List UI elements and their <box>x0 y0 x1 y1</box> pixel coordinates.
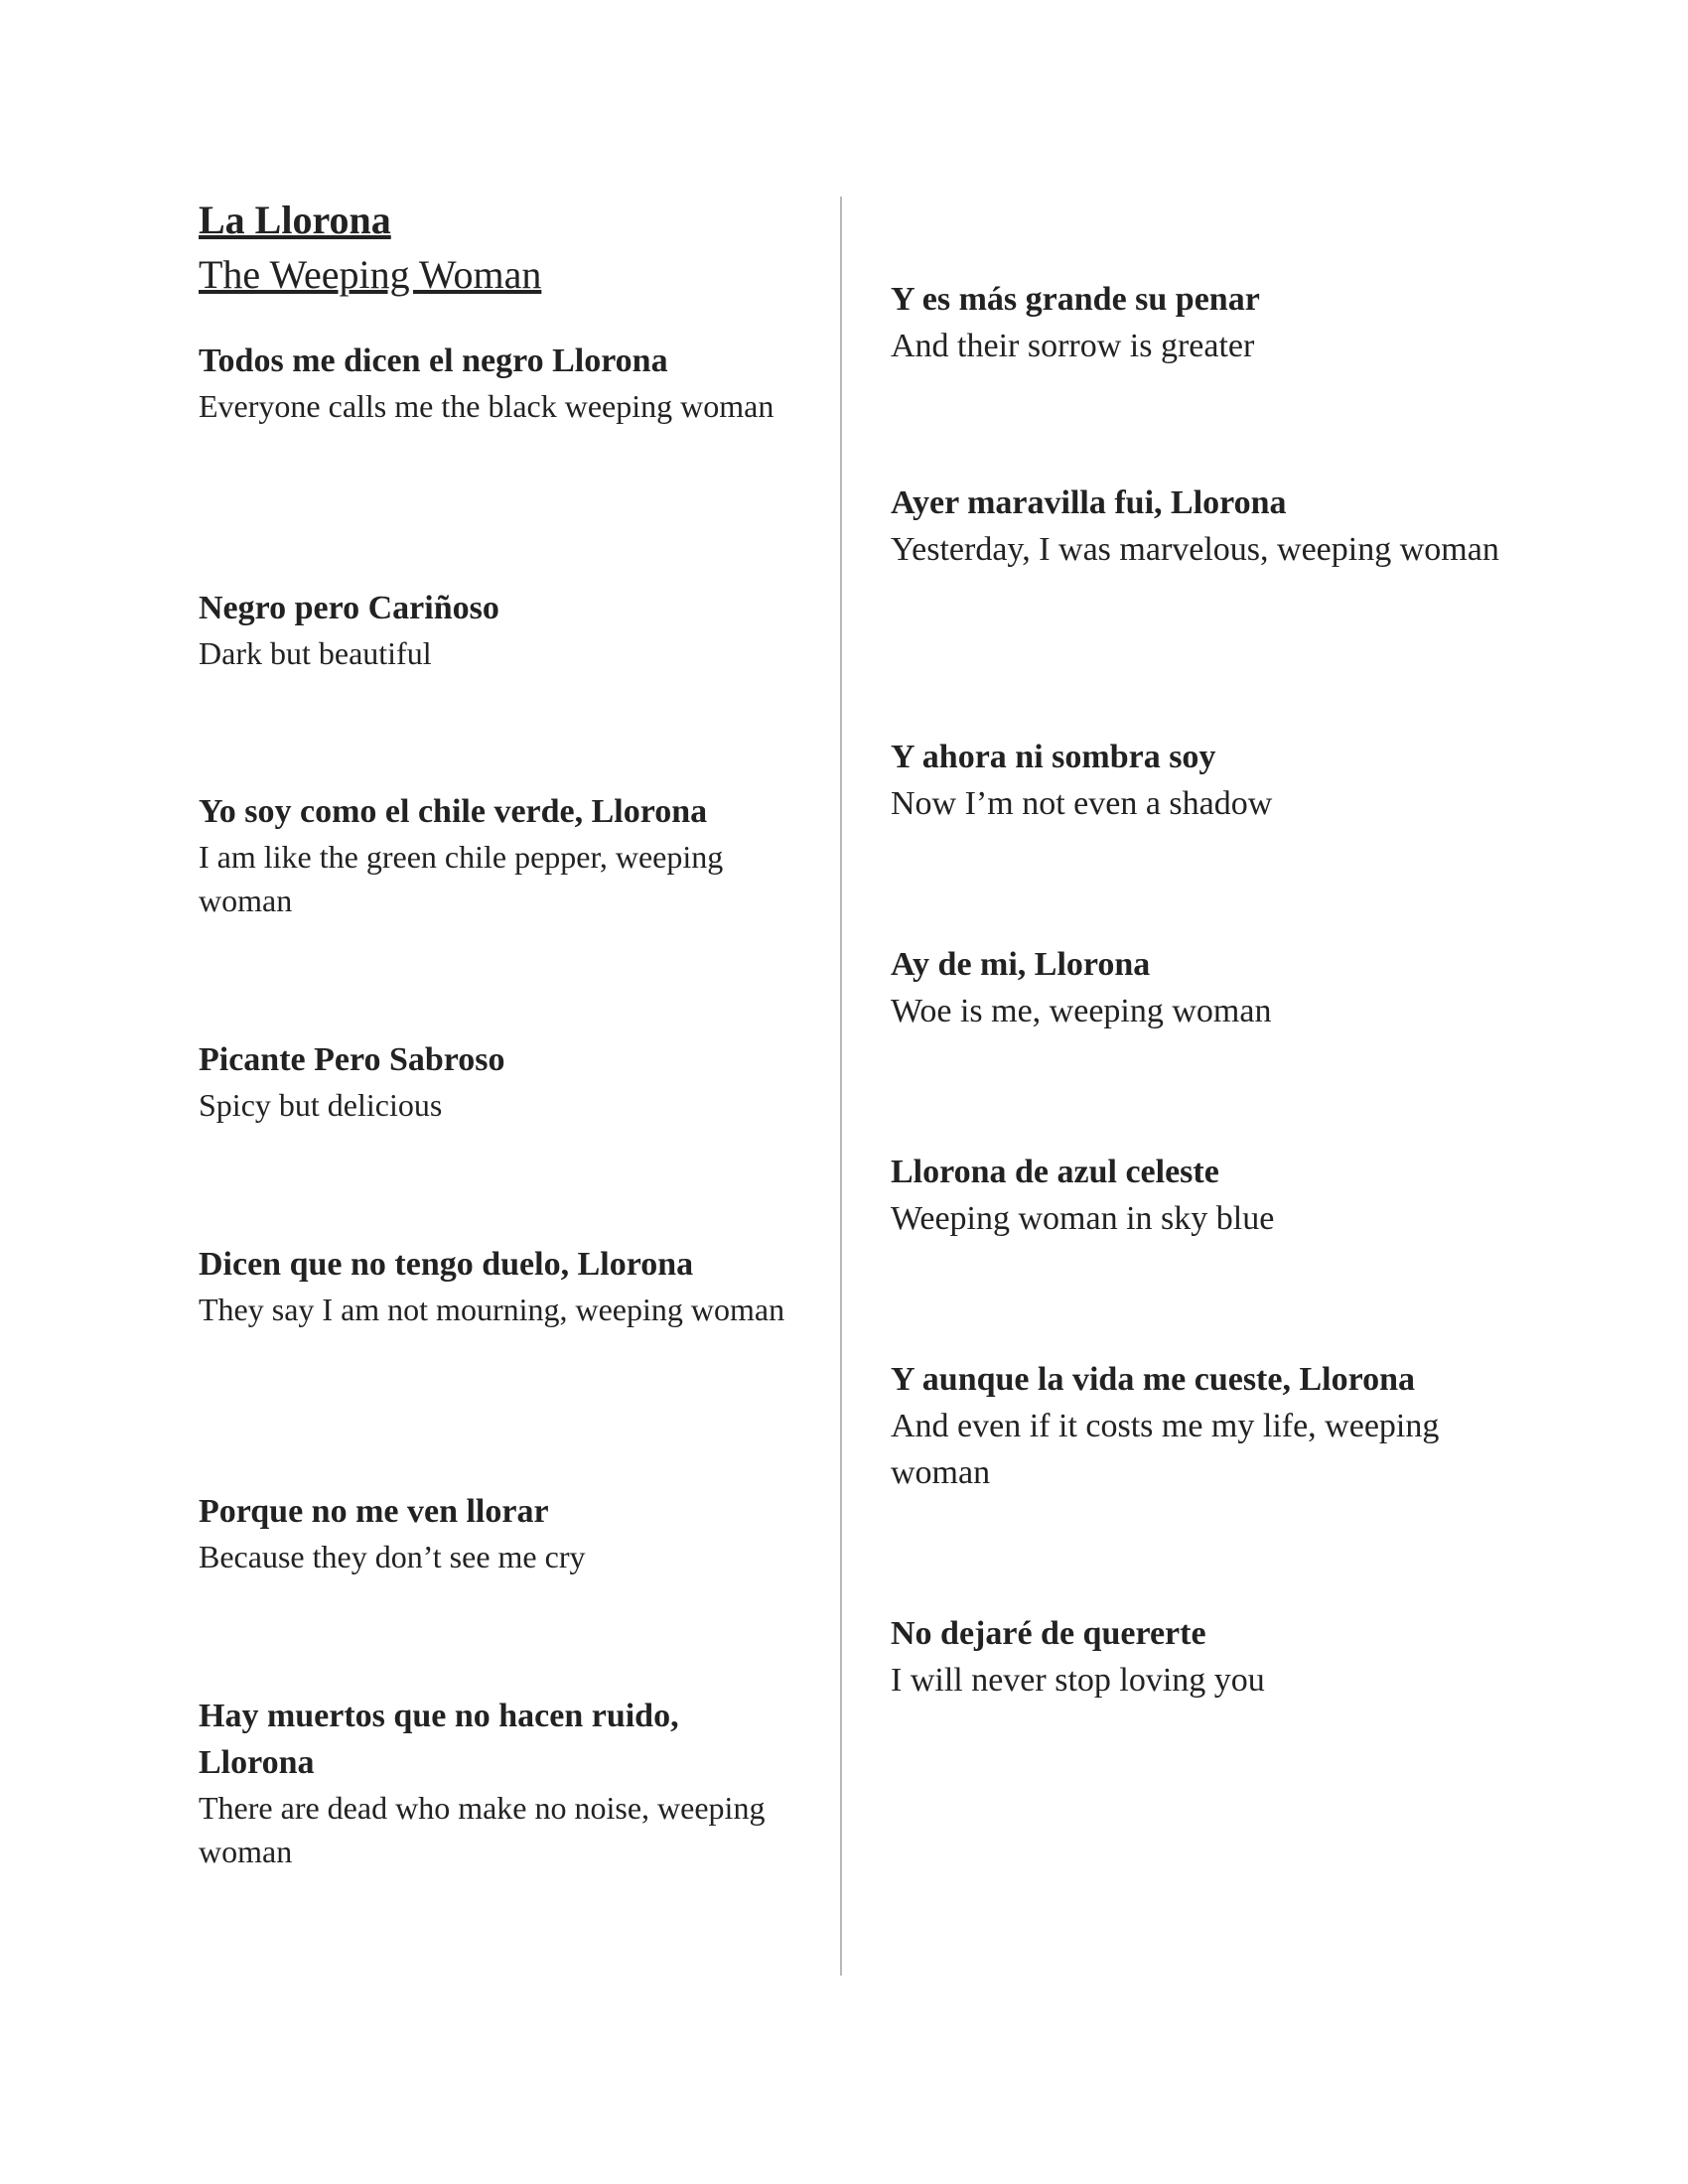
stanza-left-7 <box>199 1693 794 1873</box>
english-translation: And their sorrow is greater <box>891 328 1255 364</box>
stanza-right-3 <box>891 734 1526 827</box>
stanza-left-5 <box>199 1241 794 1331</box>
spanish-line: Porque no me ven llorar <box>199 1493 549 1530</box>
spanish-line: Ayer maravilla fui, Llorona <box>891 484 1287 521</box>
english-translation: Weeping woman in sky blue <box>891 1200 1275 1237</box>
spanish-line: Picante Pero Sabroso <box>199 1041 505 1078</box>
spanish-line: No dejaré de quererte <box>891 1615 1206 1652</box>
stanza-right-1 <box>891 276 1526 369</box>
stanza-left-2 <box>199 585 794 675</box>
stanza-right-5 <box>891 1149 1526 1242</box>
spanish-line: Dicen que no tengo duelo, Llorona <box>199 1246 694 1283</box>
stanza-left-4 <box>199 1036 794 1127</box>
english-translation: Spicy but delicious <box>199 1087 443 1123</box>
english-translation: Yesterday, I was marvelous, weeping woman <box>891 531 1499 568</box>
english-translation: Everyone calls me the black weeping woman <box>199 388 774 424</box>
stanza-right-2 <box>891 479 1526 573</box>
stanza-right-4 <box>891 941 1526 1034</box>
spanish-line: Y es más grande su penar <box>891 281 1260 318</box>
english-translation: I will never stop loving you <box>891 1662 1265 1699</box>
spanish-line: Hay muertos que no hacen ruido, Llorona <box>199 1698 679 1781</box>
english-translation: There are dead who make no noise, weeping woman <box>199 1790 766 1869</box>
spanish-line: Negro pero Cariñoso <box>199 590 499 626</box>
english-translation: Because they don’t see me cry <box>199 1539 586 1574</box>
spanish-line: Ay de mi, Llorona <box>891 946 1151 983</box>
english-translation: I am like the green chile pepper, weeping woman <box>199 839 724 918</box>
spanish-line: Y ahora ni sombra soy <box>891 739 1216 775</box>
english-translation: They say I am not mourning, weeping woman <box>199 1292 785 1327</box>
stanza-left-3 <box>199 788 794 922</box>
spanish-line: Todos me dicen el negro Llorona <box>199 342 668 379</box>
stanza-left-6 <box>199 1488 794 1578</box>
stanza-right-7 <box>891 1610 1526 1704</box>
english-translation: Woe is me, weeping woman <box>891 993 1272 1029</box>
spanish-line: Yo soy como el chile verde, Llorona <box>199 793 708 830</box>
english-translation: Dark but beautiful <box>199 635 432 671</box>
document-subtitle: The Weeping Woman <box>199 252 542 297</box>
stanza-right-6 <box>891 1356 1526 1496</box>
stanza-left-1 <box>199 338 794 428</box>
english-translation: And even if it costs me my life, weeping woman <box>891 1408 1440 1491</box>
document-title: La Llorona <box>199 198 391 242</box>
spanish-line: Llorona de azul celeste <box>891 1154 1219 1190</box>
column-divider <box>840 197 842 1976</box>
english-translation: Now I’m not even a shadow <box>891 785 1273 822</box>
spanish-line: Y aunque la vida me cueste, Llorona <box>891 1361 1415 1398</box>
